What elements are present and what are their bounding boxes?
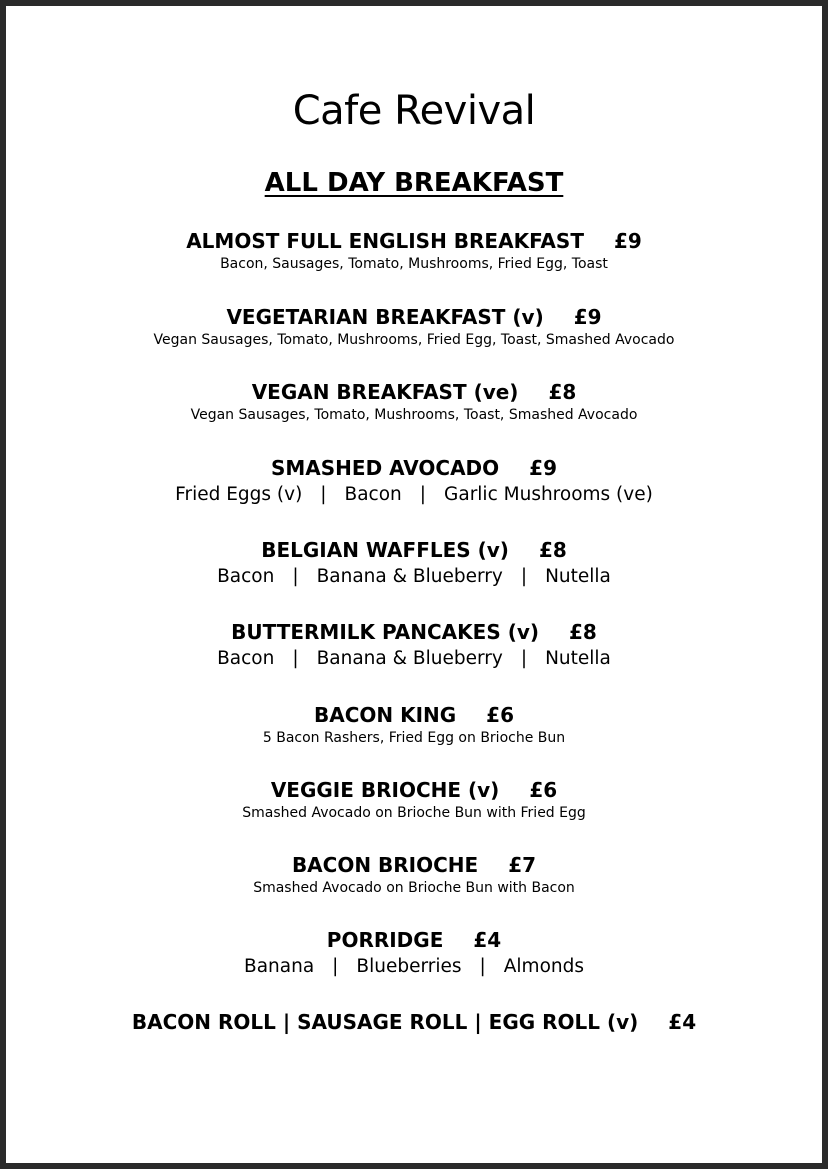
menu-item: [6, 455, 822, 509]
item-heading: [6, 304, 822, 330]
item-option: Fried Eggs (v): [175, 484, 303, 505]
item-description: Vegan Sausages, Tomato, Mushrooms, Toast, Smashed Avocado: [190, 407, 638, 423]
item-name: BACON KING: [313, 703, 457, 727]
item-description: Vegan Sausages, Tomato, Mushrooms, Fried Egg, Toast, Smashed Avocado: [153, 332, 675, 348]
item-price: £6: [486, 703, 515, 727]
item-name: VEGAN BREAKFAST (ve): [251, 380, 519, 404]
item-option: Blueberries: [356, 956, 462, 977]
item-option: Banana & Blueberry: [316, 648, 503, 669]
item-price: £8: [548, 380, 577, 404]
menu-item: [6, 304, 822, 350]
item-option: Nutella: [545, 648, 611, 669]
item-name: BUTTERMILK PANCAKES (v): [231, 620, 540, 644]
option-separator: |: [320, 484, 327, 505]
cafe-title: Cafe Revival: [292, 88, 536, 134]
menu-item: [6, 1009, 822, 1035]
item-heading: [6, 455, 822, 481]
item-heading: [6, 927, 822, 953]
item-price: £4: [473, 928, 502, 952]
menu-item: [6, 927, 822, 981]
item-heading: [6, 379, 822, 405]
section-heading: ALL DAY BREAKFAST: [264, 168, 564, 198]
item-name: SMASHED AVOCADO: [270, 456, 500, 480]
item-options: [6, 481, 822, 509]
item-description: Smashed Avocado on Brioche Bun with Bacon: [253, 880, 575, 896]
item-heading: [6, 537, 822, 563]
item-description: Smashed Avocado on Brioche Bun with Fried Egg: [242, 805, 586, 821]
item-heading: [6, 228, 822, 254]
menu-item: [6, 702, 822, 748]
option-separator: |: [520, 566, 528, 587]
item-options: [6, 563, 822, 591]
item-heading: [6, 852, 822, 878]
menu-item: [6, 379, 822, 425]
item-heading: [6, 1009, 822, 1035]
item-option: Bacon: [217, 648, 275, 669]
item-option: Almonds: [503, 956, 584, 977]
item-price: £7: [508, 853, 537, 877]
item-options: [6, 645, 822, 673]
item-option: Nutella: [545, 566, 611, 587]
item-name: PORRIDGE: [326, 928, 444, 952]
item-name: VEGGIE BRIOCHE (v): [270, 778, 500, 802]
item-options: [6, 953, 822, 981]
option-separator: |: [292, 566, 299, 587]
item-price: £8: [569, 620, 597, 644]
item-option: Banana & Blueberry: [316, 566, 503, 587]
menu-item: [6, 619, 822, 673]
item-name: VEGETARIAN BREAKFAST (v): [226, 305, 544, 329]
option-separator: |: [479, 956, 486, 977]
item-name: BELGIAN WAFFLES (v): [261, 538, 509, 562]
option-separator: |: [332, 956, 339, 977]
menu-item: [6, 852, 822, 898]
item-price: £9: [529, 456, 557, 480]
item-price: £8: [538, 538, 567, 562]
item-price: £6: [529, 778, 558, 802]
item-heading: [6, 777, 822, 803]
item-heading: [6, 702, 822, 728]
menu-item: [6, 537, 822, 591]
menu-item: [6, 228, 822, 274]
option-separator: |: [419, 484, 427, 505]
item-description: Bacon, Sausages, Tomato, Mushrooms, Fried Egg, Toast: [220, 256, 608, 272]
item-option: Banana: [244, 956, 315, 977]
item-name: ALMOST FULL ENGLISH BREAKFAST: [186, 229, 584, 253]
item-name: BACON ROLL | SAUSAGE ROLL | EGG ROLL (v): [131, 1010, 639, 1034]
item-price: £4: [668, 1010, 697, 1034]
item-option: Bacon: [217, 566, 275, 587]
item-price: £9: [573, 305, 602, 329]
item-price: £9: [613, 229, 642, 253]
option-separator: |: [520, 648, 528, 669]
item-name: BACON BRIOCHE: [291, 853, 479, 877]
menu-page: [6, 6, 822, 1163]
item-heading: [6, 619, 822, 645]
item-description: 5 Bacon Rashers, Fried Egg on Brioche Bun: [262, 730, 566, 746]
option-separator: |: [292, 648, 299, 669]
menu-item: [6, 777, 822, 823]
item-option: Bacon: [344, 484, 402, 505]
item-option: Garlic Mushrooms (ve): [444, 484, 653, 505]
